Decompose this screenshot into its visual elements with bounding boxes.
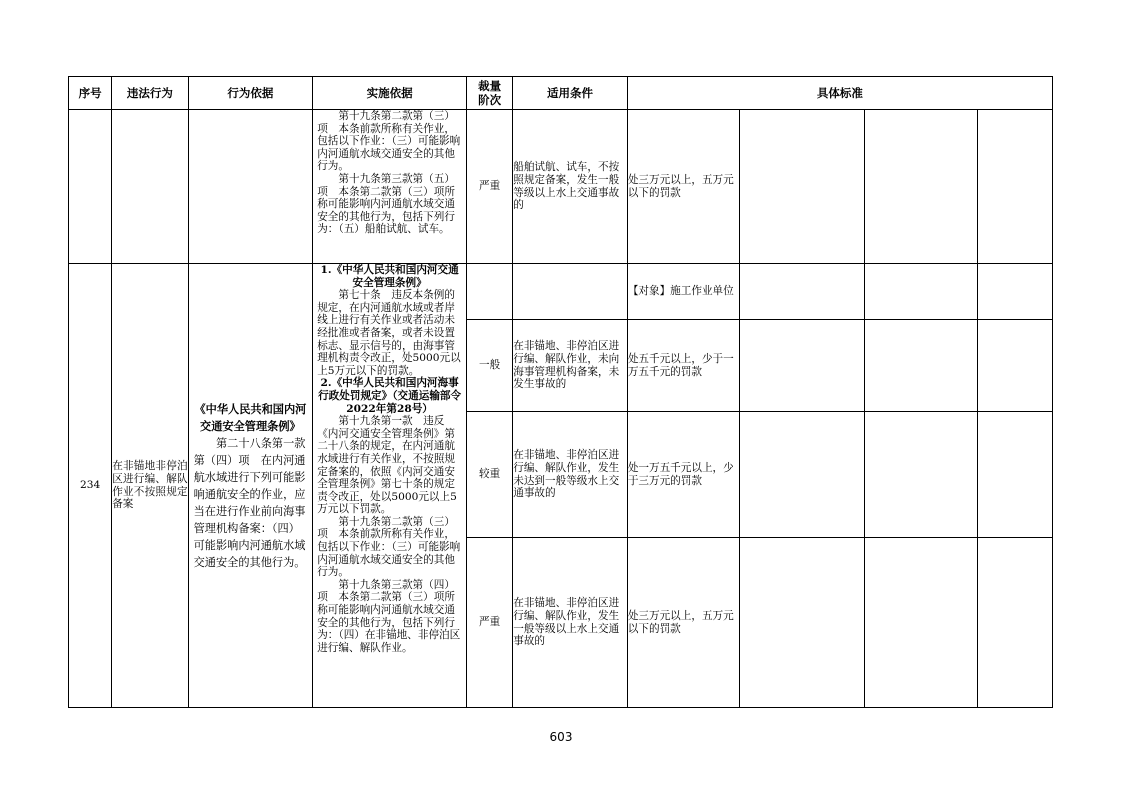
penalty-standards-table bbox=[68, 76, 1053, 708]
standard-target: 【对象】施工作业单位 bbox=[627, 264, 740, 320]
header-level: 裁量 阶次 bbox=[467, 77, 513, 110]
cont-impl-para-1: 第十九条第二款第（三）项 本条前款所称有关作业，包括以下作业：（三）可能影响内河通航水域交通安全的其他行为。 bbox=[317, 110, 461, 173]
impl-para-3: 第十九条第二款第（三）项 本条前款所称有关作业，包括以下作业：（三）可能影响内河通航水域交通安全的其他行为。 bbox=[317, 515, 461, 579]
header-condition: 适用条件 bbox=[513, 77, 628, 110]
cell-empty bbox=[977, 412, 1052, 538]
impl-title-1: 1.《中华人民共和国内河交通安全管理条例》 bbox=[320, 264, 459, 289]
page-number: 603 bbox=[549, 730, 573, 744]
cell-empty bbox=[977, 264, 1052, 320]
impl-para-2: 第十九条第一款 违反《内河交通安全管理条例》第二十八条的规定，在内河通航水域进行有关作业，不按照规定备案的，依照《内河交通安全管理条例》第七十条的规定责令改正，处以5000元以上5万元以下罚款。 bbox=[317, 415, 457, 516]
cell-empty bbox=[977, 110, 1052, 264]
cell-empty bbox=[865, 264, 978, 320]
header-implementation: 实施依据 bbox=[313, 77, 467, 110]
header-no: 序号 bbox=[69, 77, 112, 110]
cell-empty bbox=[977, 538, 1052, 708]
cell-empty bbox=[740, 412, 865, 538]
cont-condition: 船舶试航、试车，不按照规定备案，发生一般等级以上水上交通事故的 bbox=[513, 110, 628, 264]
cell-empty bbox=[188, 110, 313, 264]
row-number: 234 bbox=[69, 264, 112, 708]
level-heavier: 较重 bbox=[467, 412, 513, 538]
impl-para-4: 第十九条第三款第（四）项 本条第二款第（三）项所称可能影响内河通航水域交通安全的其他行为，包括下列行为：（四）在非锚地、非停泊区进行编、解队作业。 bbox=[317, 578, 461, 654]
header-violation: 违法行为 bbox=[112, 77, 188, 110]
header-row bbox=[69, 77, 1053, 110]
table-row-234 bbox=[69, 264, 1053, 320]
level-general: 一般 bbox=[467, 320, 513, 412]
impl-cell bbox=[313, 264, 467, 708]
impl-para-1: 第七十条 违反本条例的规定，在内河通航水域或者岸线上进行有关作业或者活动未经批准或者备案，或者未设置标志、显示信号的，由海事管理机构责令改正，处5000元以上5万元以下的罚款。 bbox=[317, 289, 461, 377]
cell-empty bbox=[740, 264, 865, 320]
table-row-continued bbox=[69, 110, 1053, 264]
cont-impl-cell bbox=[313, 110, 467, 264]
cell-empty bbox=[865, 110, 978, 264]
condition-general: 在非锚地、非停泊区进行编、解队作业，未向海事管理机构备案，未发生事故的 bbox=[513, 320, 628, 412]
condition-heavier: 在非锚地、非停泊区进行编、解队作业，发生未达到一般等级水上交通事故的 bbox=[513, 412, 628, 538]
basis-title: 《中华人民共和国内河交通安全管理条例》 bbox=[194, 401, 307, 433]
cont-standard: 处三万元以上，五万元以下的罚款 bbox=[627, 110, 740, 264]
condition-severe: 在非锚地、非停泊区进行编、解队作业，发生一般等级以上水上交通事故的 bbox=[513, 538, 628, 708]
cell-empty bbox=[865, 538, 978, 708]
condition-0 bbox=[513, 264, 628, 320]
standard-general: 处五千元以上，少于一万五千元的罚款 bbox=[627, 320, 740, 412]
header-basis: 行为依据 bbox=[188, 77, 313, 110]
violation-text: 在非锚地非停泊区进行编、解队作业不按照规定备案 bbox=[112, 264, 188, 708]
cell-empty bbox=[740, 110, 865, 264]
cont-impl-para-2: 第十九条第三款第（五）项 本条第二款第（三）项所称可能影响内河通航水域交通安全的其他行为，包括下列行为：（五）船舶试航、试车。 bbox=[317, 172, 455, 236]
basis-body: 第二十八条第一款第（四）项 在内河通航水域进行下列可能影响通航安全的作业，应当在进行作业前向海事管理机构备案：（四）可能影响内河通航水域交通安全的其他行为。 bbox=[193, 436, 306, 569]
cell-empty bbox=[69, 110, 112, 264]
level-severe: 严重 bbox=[467, 538, 513, 708]
level-0 bbox=[467, 264, 513, 320]
cell-empty bbox=[112, 110, 188, 264]
cell-empty bbox=[865, 412, 978, 538]
cell-empty bbox=[977, 320, 1052, 412]
cont-level: 严重 bbox=[467, 110, 513, 264]
standard-heavier: 处一万五千元以上，少于三万元的罚款 bbox=[627, 412, 740, 538]
cell-empty bbox=[865, 320, 978, 412]
cell-empty bbox=[740, 538, 865, 708]
standard-severe: 处三万元以上，五万元以下的罚款 bbox=[627, 538, 740, 708]
cell-empty bbox=[740, 320, 865, 412]
basis-cell bbox=[188, 264, 313, 708]
header-standard: 具体标准 bbox=[627, 77, 1052, 110]
impl-title-2: 2.《中华人民共和国内河海事行政处罚规定》（交通运输部令2022年第28号） bbox=[318, 377, 462, 415]
